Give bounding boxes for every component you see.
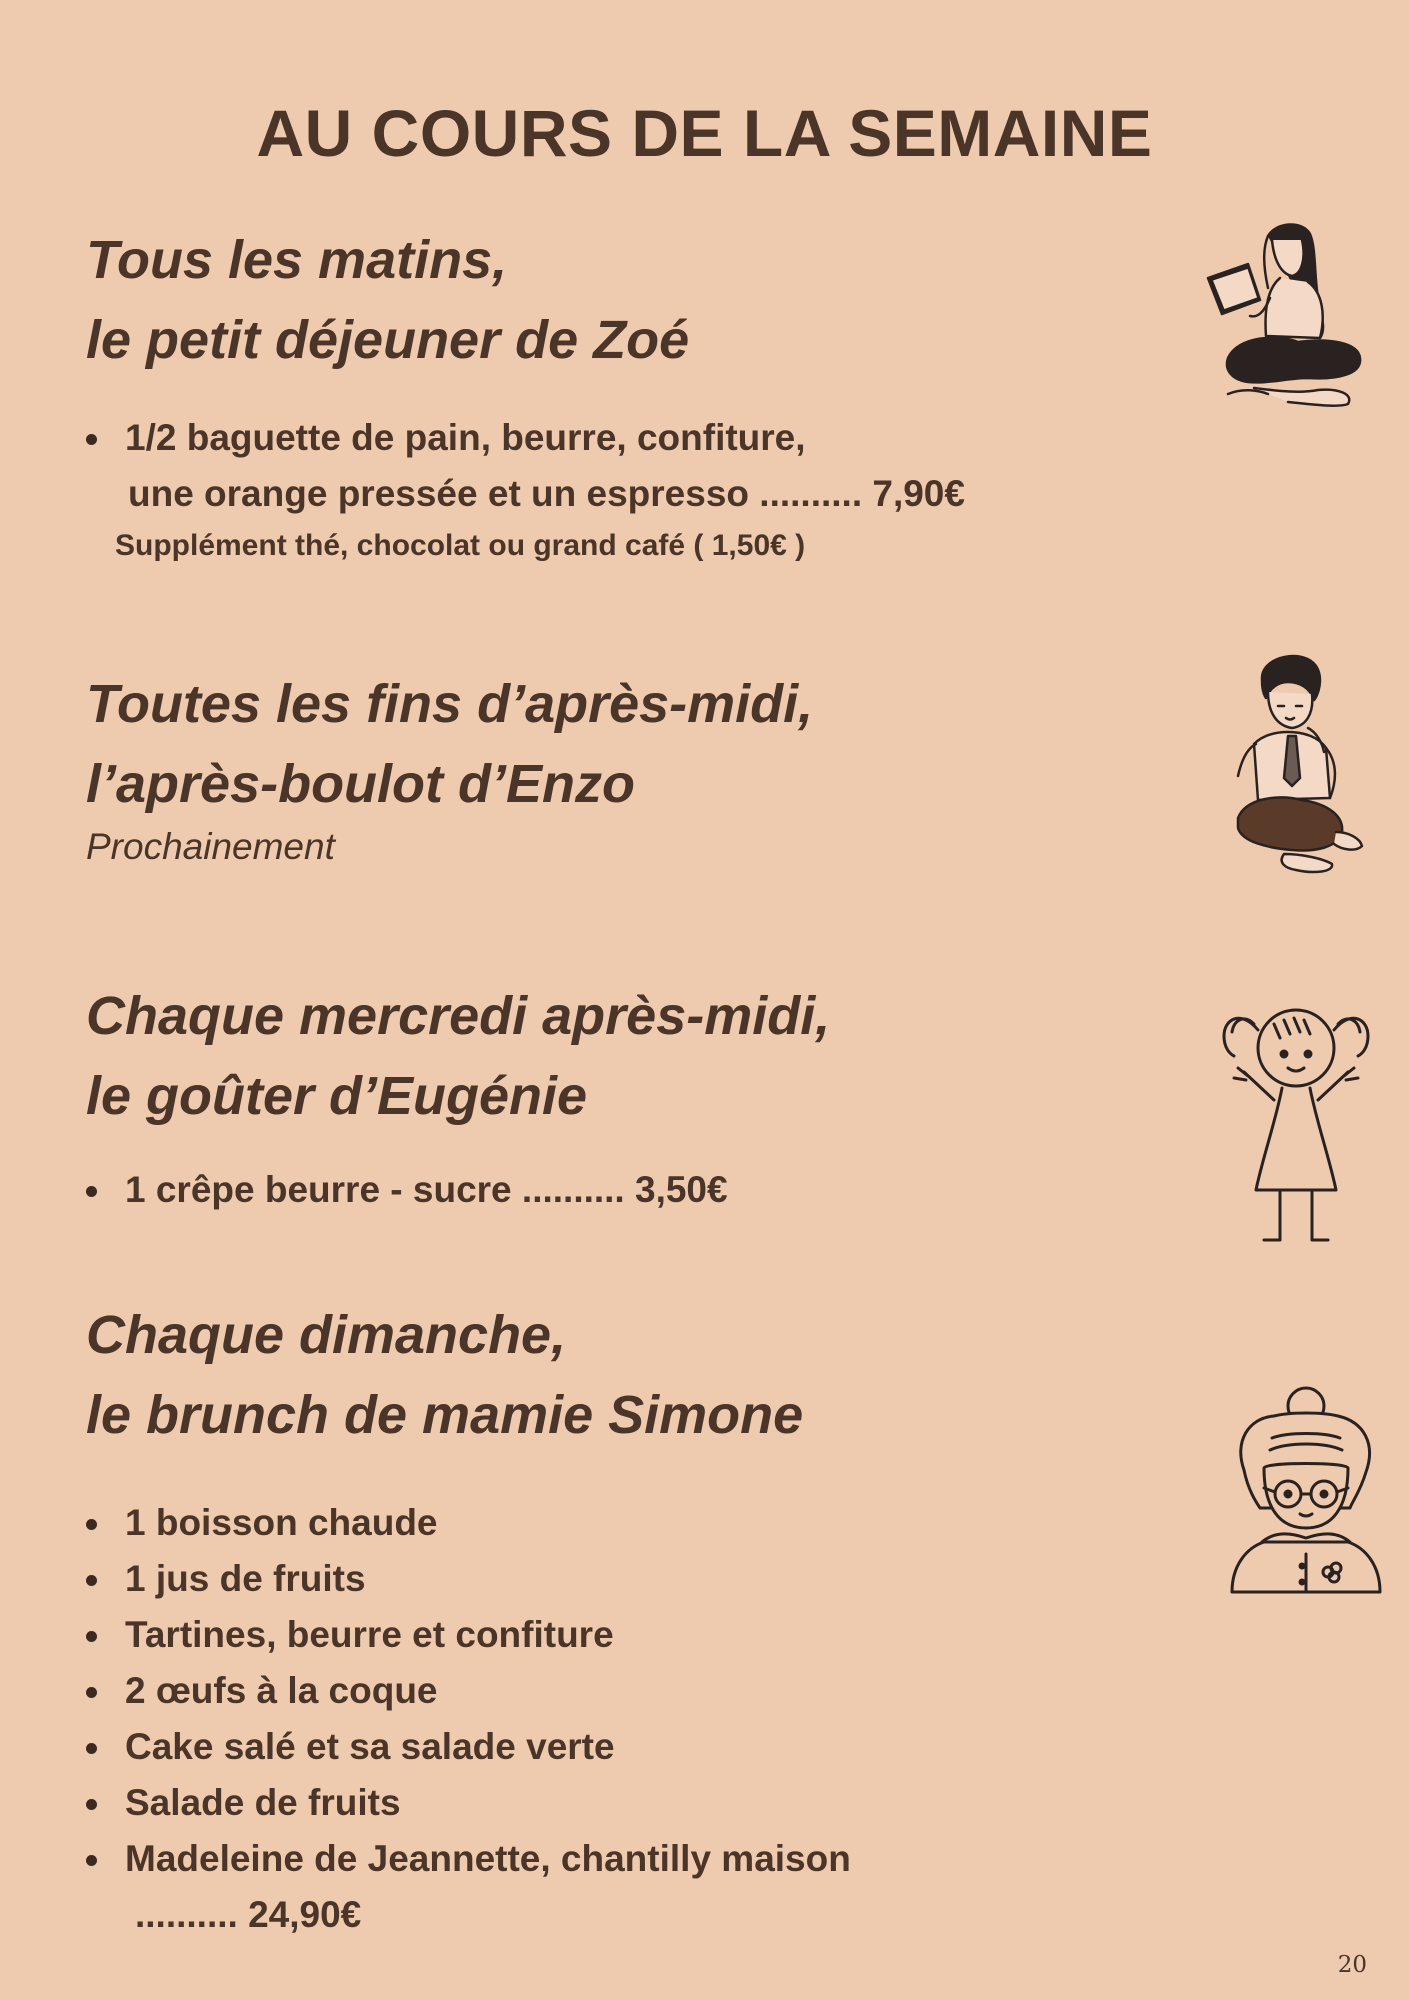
grandmother-icon xyxy=(1224,1382,1384,1602)
heading-line: le petit déjeuner de Zoé xyxy=(86,310,690,370)
heading-line: Toutes les fins d’après-midi, xyxy=(86,674,814,734)
list-item xyxy=(86,1831,1166,1943)
man-sitting-icon xyxy=(1218,648,1378,880)
list-item: 1 crêpe beurre - sucre .......... 3,50€ xyxy=(86,1162,1166,1218)
girl-waving-icon xyxy=(1218,990,1374,1248)
item-list xyxy=(86,1495,1166,1943)
section-enzo xyxy=(86,664,1166,870)
heading-line: le goûter d’Eugénie xyxy=(86,1066,588,1126)
list-item: Tartines, beurre et confiture xyxy=(86,1607,1166,1663)
list-item: Cake salé et sa salade verte xyxy=(86,1719,1166,1775)
list-item: 1 jus de fruits xyxy=(86,1551,1166,1607)
heading-line: le brunch de mamie Simone xyxy=(86,1385,804,1445)
item-list xyxy=(86,410,1166,570)
supplement-note: Supplément thé, chocolat ou grand café ( 1,50€ ) xyxy=(115,529,806,562)
heading-line: Chaque mercredi après-midi, xyxy=(86,986,831,1046)
heading-line: l’après-boulot d’Enzo xyxy=(86,754,635,814)
coming-soon-note: Prochainement xyxy=(86,826,335,867)
list-item: 2 œufs à la coque xyxy=(86,1663,1166,1719)
page-number: 20 xyxy=(1337,1952,1367,1978)
section-zoe xyxy=(86,220,1166,570)
page-title: AU COURS DE LA SEMAINE xyxy=(256,96,1153,170)
item-text: Madeleine de Jeannette, chantilly maison xyxy=(125,1838,851,1879)
item-list xyxy=(86,1162,1166,1218)
section-heading xyxy=(86,664,1166,824)
brunch-price: .......... 24,90€ xyxy=(135,1894,362,1935)
heading-line: Chaque dimanche, xyxy=(86,1305,567,1365)
section-heading xyxy=(86,1295,1166,1455)
heading-line: Tous les matins, xyxy=(86,230,508,290)
list-item: Salade de fruits xyxy=(86,1775,1166,1831)
section-heading xyxy=(86,976,1166,1136)
list-item xyxy=(86,410,1166,570)
list-item: 1 boisson chaude xyxy=(86,1495,1166,1551)
section-simone xyxy=(86,1295,1166,1943)
section-heading xyxy=(86,220,1166,380)
section-eugenie xyxy=(86,976,1166,1218)
item-text-continued: une orange pressée et un espresso .......... 7,90€ xyxy=(128,473,965,514)
item-text: 1/2 baguette de pain, beurre, confiture, xyxy=(125,417,806,458)
woman-reading-icon xyxy=(1198,218,1373,418)
